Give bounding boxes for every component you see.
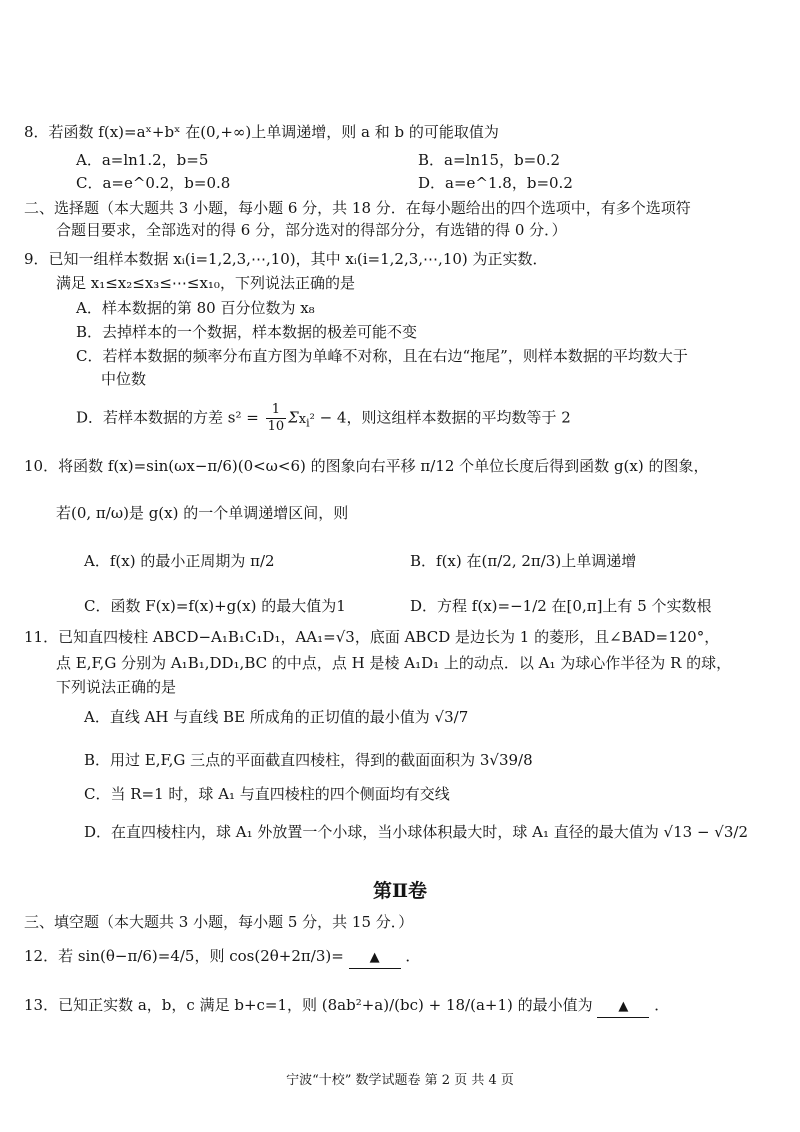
q9-option-d-suffix: ，则这组样本数据的平均数等于 2 — [346, 408, 571, 427]
q12 — [24, 946, 420, 969]
part2-title: 第Ⅱ卷 — [372, 880, 427, 902]
q12-text: 12．若 sin(θ−π/6)=4/5，则 cos(2θ+2π/3)= — [24, 947, 344, 965]
q9-stem: 9．已知一组样本数据 xᵢ(i=1,2,3,⋯,10)，其中 xᵢ(i=1,2,3,⋯,10) 为正实数． — [24, 250, 548, 268]
q8-option-b: B．a=ln15，b=0.2 — [418, 151, 561, 169]
q9-option-d: D．若样本数据的方差 s² = $\frac{1}{10}$ $\Sigma x_i^2 - 4$，则这组样本数据的平均数等于 2 — [76, 402, 571, 434]
q9-option-c: C．若样本数据的频率分布直方图为单峰不对称，且在右边“拖尾”，则样本数据的平均数大于 — [76, 347, 688, 365]
q10-stem-cont: 若(0, π/ω)是 g(x) 的一个单调递增区间，则 — [56, 504, 349, 522]
q13 — [24, 995, 669, 1018]
section3-heading: 三、填空题（本大题共 3 小题，每小题 5 分，共 15 分．） — [24, 913, 414, 931]
q13-text: 13．已知正实数 a，b，c 满足 b+c=1，则 (8ab²+a)/(bc) + 18/(a+1) 的最小值为 — [24, 996, 593, 1014]
q11-stem-cont: 点 E,F,G 分别为 A₁B₁,DD₁,BC 的中点，点 H 是棱 A₁D₁ 上的动点．以 A₁ 为球心作半径为 R 的球， — [56, 654, 732, 672]
q10-stem: 10．将函数 f(x)=sin(ωx−π/6)(0<ω<6) 的图象向右平移 π/12 个单位长度后得到函数 g(x) 的图象， — [24, 457, 709, 475]
q8-stem: 8．若函数 f(x)=aˣ+bˣ 在(0,+∞)上单调递增，则 a 和 b 的可能取值为 — [24, 123, 499, 141]
section2-heading-cont: 合题目要求，全部选对的得 6 分，部分选对的得部分分，有选错的得 0 分．） — [56, 221, 567, 239]
q10-option-c: C．函数 F(x)=f(x)+g(x) 的最大值为1 — [84, 597, 346, 615]
q9-stem-cont: 满足 x₁≤x₂≤x₃≤⋯≤x₁₀，下列说法正确的是 — [56, 274, 355, 292]
q10-option-d: D．方程 f(x)=−1/2 在[0,π]上有 5 个实数根 — [410, 597, 712, 615]
q8-option-c: C．a=e^0.2，b=0.8 — [76, 174, 231, 192]
q11-option-b: B．用过 E,F,G 三点的平面截直四棱柱，得到的截面面积为 3√39/8 — [84, 751, 533, 769]
q12-end: ． — [405, 947, 421, 965]
q9-variance-fraction: $\frac{1}{10}$ — [267, 402, 285, 434]
section2-heading: 二、选择题（本大题共 3 小题，每小题 6 分，共 18 分．在每小题给出的四个选项中，有多个选项符 — [24, 199, 691, 217]
q13-end: ． — [654, 996, 670, 1014]
q10-option-a: A．f(x) 的最小正周期为 π/2 — [84, 552, 275, 570]
q9-option-b: B．去掉样本的一个数据，样本数据的极差可能不变 — [76, 323, 418, 341]
q13-answer-blank[interactable]: ▲ — [597, 997, 649, 1018]
q9-option-a: A．样本数据的第 80 百分位数为 x₈ — [76, 299, 315, 317]
q8-option-a: A．a=ln1.2，b=5 — [76, 151, 209, 169]
q9-option-d-prefix: D．若样本数据的方差 s² = — [76, 408, 259, 427]
q11-stem: 11．已知直四棱柱 ABCD−A₁B₁C₁D₁，AA₁=√3，底面 ABCD 是边长为 1 的菱形，且∠BAD=120°， — [24, 628, 720, 646]
q11-option-c: C．当 R=1 时，球 A₁ 与直四棱柱的四个侧面均有交线 — [84, 785, 450, 803]
page-footer: 宁波“十校” 数学试题卷 第 2 页 共 4 页 — [286, 1073, 514, 1088]
q11-stem-cont2: 下列说法正确的是 — [56, 678, 177, 696]
q8-option-d: D．a=e^1.8，b=0.2 — [418, 174, 573, 192]
q12-answer-blank[interactable]: ▲ — [349, 948, 401, 969]
q11-option-d: D．在直四棱柱内，球 A₁ 外放置一个小球，当小球体积最大时，球 A₁ 直径的最大值为 √13 − √3/2 — [84, 823, 749, 841]
q10-option-b: B．f(x) 在(π/2, 2π/3)上单调递增 — [410, 552, 637, 570]
q11-option-a: A．直线 AH 与直线 BE 所成角的正切值的最小值为 √3/7 — [84, 708, 469, 726]
q9-option-c-cont: 中位数 — [101, 370, 147, 388]
